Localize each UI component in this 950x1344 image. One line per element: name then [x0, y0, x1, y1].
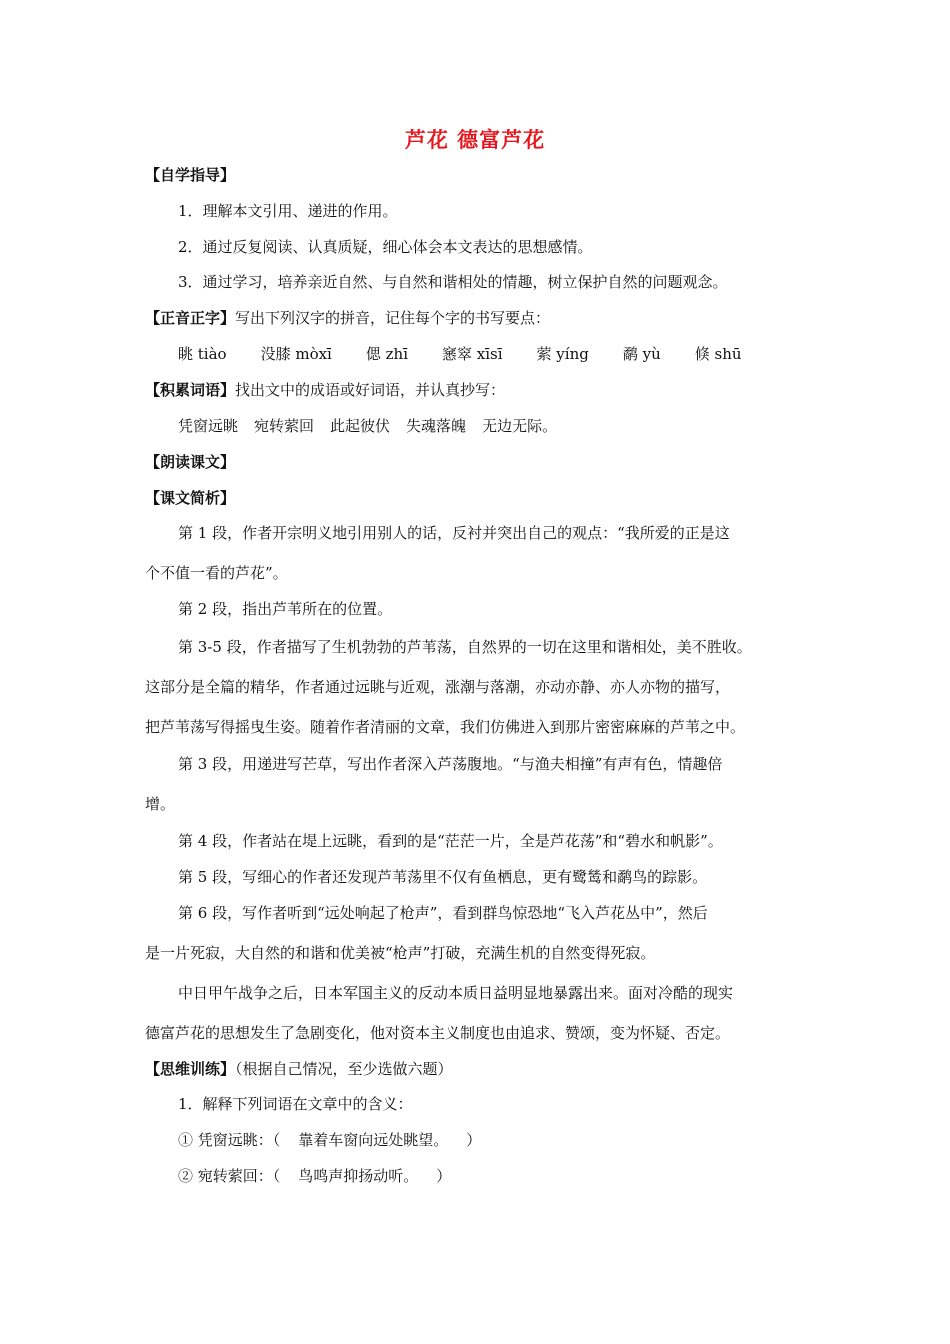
idiom-list — [178, 415, 573, 437]
section-heading-zhengyin: 【正音正字】 — [145, 309, 236, 327]
pinyin-item: 没膝 mòxī — [260, 345, 332, 363]
paragraph-line: 是一片死寂，大自然的和谐和优美被“枪声”打破，充满生机的自然变得死寂。 — [145, 944, 656, 962]
answer-1 — [178, 1129, 481, 1151]
section-heading-jianxi: 【课文简析】 — [145, 489, 236, 507]
idiom-item: 此起彼伏 — [330, 417, 391, 435]
paragraph-line: 个不值一看的芦花”。 — [145, 564, 288, 582]
jilei-instruction: 找出文中的成语或好词语，并认真抄写： — [235, 381, 506, 399]
pinyin-item: 倏 shū — [694, 345, 742, 363]
siwei-note: （根据自己情况，至少选做六题） — [235, 1060, 453, 1078]
answer-label: ① 凭窗远眺：（ — [178, 1131, 281, 1149]
answer-label: ② 宛转萦回：（ — [178, 1167, 281, 1185]
siwei-line — [145, 1058, 453, 1080]
pinyin-list — [178, 343, 742, 365]
paragraph-line: 第 3-5 段，作者描写了生机勃勃的芦苇荡，自然界的一切在这里和谐相处，美不胜收。 — [178, 638, 752, 656]
paragraph-line: 德富芦花的思想发生了急剧变化，他对资本主义制度也由追求、赞颂，变为怀疑、否定。 — [145, 1024, 731, 1042]
list-item: 1．理解本文引用、递进的作用。 — [178, 202, 398, 220]
section-heading-langdu: 【朗读课文】 — [145, 453, 236, 471]
pinyin-item: 偲 zhī — [365, 345, 408, 363]
answer-text: 靠着车窗向远处眺望。 — [298, 1131, 449, 1149]
page-title: 芦花 德富芦花 — [404, 127, 546, 152]
zhengyin-instruction: 写出下列汉字的拼音，记住每个字的书写要点： — [235, 309, 551, 327]
pinyin-item: 眺 tiào — [178, 345, 227, 363]
idiom-item: 凭窗远眺 — [178, 417, 239, 435]
answer-text: 鸟鸣声抑扬动听。 — [298, 1167, 419, 1185]
idiom-item: 无边无际。 — [482, 417, 558, 435]
question-1: 1．解释下列词语在文章中的含义： — [178, 1095, 413, 1113]
paragraph-line: 增。 — [145, 795, 176, 813]
section-heading-siwei: 【思维训练】 — [145, 1060, 236, 1078]
pinyin-item: 鹬 yù — [622, 345, 661, 363]
pinyin-item: 萦 yíng — [536, 345, 589, 363]
paragraph-line: 第 1 段，作者开宗明义地引用别人的话，反衬并突出自己的观点：“我所爱的正是这 — [178, 524, 730, 542]
section-heading-jilei: 【积累词语】 — [145, 381, 236, 399]
paragraph-line: 第 6 段，写作者听到“远处响起了枪声”，看到群鸟惊恐地“飞入芦花丛中”，然后 — [178, 904, 708, 922]
idiom-item: 宛转萦回 — [254, 417, 315, 435]
paragraph-line: 第 2 段，指出芦苇所在的位置。 — [178, 600, 393, 618]
section-heading-zixue: 【自学指导】 — [145, 166, 236, 184]
paragraph-line: 中日甲午战争之后，日本军国主义的反动本质日益明显地暴露出来。面对冷酷的现实 — [178, 984, 734, 1002]
paragraph-line: 把芦苇荡写得摇曳生姿。随着作者清丽的文章，我们仿佛进入到那片密密麻麻的芦苇之中。 — [145, 718, 746, 736]
answer-2 — [178, 1165, 451, 1187]
pinyin-item: 窸窣 xīsī — [442, 345, 503, 363]
paragraph-line: 第 4 段，作者站在堤上远眺，看到的是“茫茫一片，全是芦花荡”和“碧水和帆影”。 — [178, 832, 723, 850]
list-item: 3．通过学习，培养亲近自然、与自然和谐相处的情趣，树立保护自然的问题观念。 — [178, 273, 728, 291]
list-item: 2．通过反复阅读、认真质疑，细心体会本文表达的思想感情。 — [178, 238, 593, 256]
paragraph-line: 这部分是全篇的精华，作者通过远眺与近观，涨潮与落潮，亦动亦静、亦人亦物的描写， — [145, 678, 731, 696]
paragraph-line: 第 3 段，用递进写芒草，写出作者深入芦荡腹地。“与渔夫相撞”有声有色，情趣倍 — [178, 755, 723, 773]
zhengyin-line — [145, 307, 550, 329]
paragraph-line: 第 5 段，写细心的作者还发现芦苇荡里不仅有鱼栖息，更有鹭鸶和鹬鸟的踪影。 — [178, 868, 708, 886]
answer-close: ） — [436, 1167, 452, 1185]
idiom-item: 失魂落魄 — [406, 417, 467, 435]
answer-close: ） — [466, 1131, 482, 1149]
jilei-line — [145, 379, 505, 401]
